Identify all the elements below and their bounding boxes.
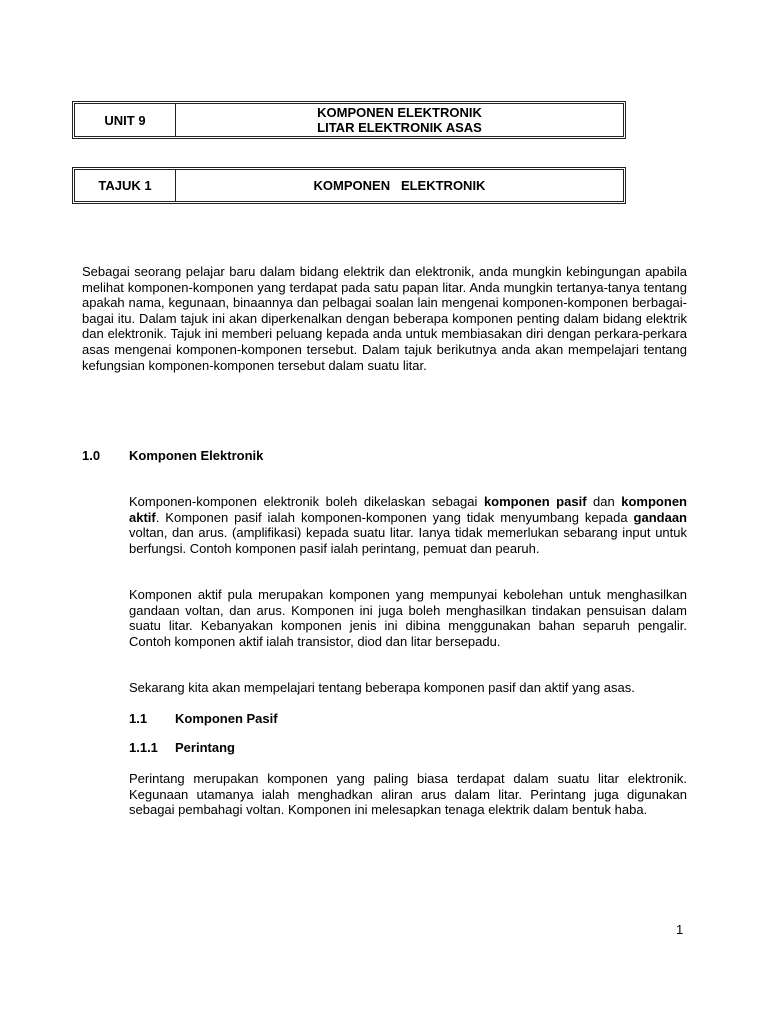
unit-header-box [72, 101, 626, 139]
section-number: 1.0 [82, 448, 101, 463]
section-heading-1-1-1 [129, 740, 235, 756]
paragraph-komponen-aktif: Komponen aktif pula merupakan komponen yang mempunyai kebolehan untuk menghasilkan gandaan voltan, dan arus. Komponen ini juga boleh menghasilkan tindakan pensuisan dalam suatu litar. Kebanyakan komponen jenis ini dibina menggunakan bahan separuh pengalir. Contoh komponen aktif ialah transistor, diod dan litar bersepadu. [129, 587, 687, 649]
unit-title-line2: LITAR ELEKTRONIK ASAS [317, 120, 482, 135]
tajuk-header-box [72, 167, 626, 204]
bold-term: gandaan [633, 509, 687, 525]
text-run: . Komponen pasif ialah komponen-komponen yang tidak menyumbang kepada [155, 509, 634, 525]
unit-title-line1: KOMPONEN ELEKTRONIK [317, 105, 482, 120]
text-run: Komponen-komponen elektronik boleh dikelaskan sebagai [129, 494, 484, 509]
tajuk-label: TAJUK 1 [75, 170, 176, 201]
text-run: dan [586, 494, 622, 509]
section-title: Komponen Elektronik [129, 448, 264, 463]
intro-paragraph: Sebagai seorang pelajar baru dalam bidang elektrik dan elektronik, anda mungkin kebingungan apabila melihat komponen-komponen yang terdapat pada satu papan litar. Anda mungkin tertanya-tanya tentang apakah nama, kegunaan, binaannya dan pelbagai soalan lain mengenai komponen-komponen berbagai-bagai itu. Dalam tajuk ini akan diperkenalkan dengan beberapa komponen penting dalam bidang elektrik dan elektronik. Tajuk ini memberi peluang kepada anda untuk membiasakan diri dengan perkara-perkara asas mengenai komponen-komponen tersebut. Dalam tajuk berikutnya anda akan mempelajari tentang kefungsian komponen-komponen tersebut dalam suatu litar. [82, 264, 687, 373]
section-heading-1-0 [82, 448, 263, 464]
text-run: voltan, dan arus. (amplifikasi) kepada suatu litar. Ianya tidak memerlukan sebarang input untuk berfungsi. Contoh komponen pasif ialah perintang, pemuat dan pearuh. [129, 525, 687, 556]
section-title: Perintang [175, 740, 235, 755]
section-number: 1.1.1 [129, 740, 158, 755]
section-number: 1.1 [129, 711, 148, 726]
paragraph-sekarang: Sekarang kita akan mempelajari tentang beberapa komponen pasif dan aktif yang asas. [129, 680, 635, 695]
unit-title [176, 104, 623, 136]
tajuk-title [176, 170, 623, 201]
bold-term: komponen aktif [129, 494, 687, 525]
section-title: Komponen Pasif [175, 711, 278, 726]
paragraph-perintang: Perintang merupakan komponen yang paling biasa terdapat dalam suatu litar elektronik. Kegunaan utamanya ialah menghadkan aliran arus dalam litar. Perintang juga digunakan sebagai pembahagi voltan. Komponen ini melesapkan tenaga elektrik dalam bentuk haba. [129, 771, 687, 818]
paragraph-komponen-pasif [129, 494, 687, 556]
bold-term: komponen pasif [483, 494, 587, 509]
unit-label: UNIT 9 [75, 104, 176, 136]
tajuk-title-text: KOMPONEN ELEKTRONIK [313, 178, 486, 193]
section-heading-1-1 [129, 711, 278, 727]
page-number: 1 [676, 922, 684, 937]
